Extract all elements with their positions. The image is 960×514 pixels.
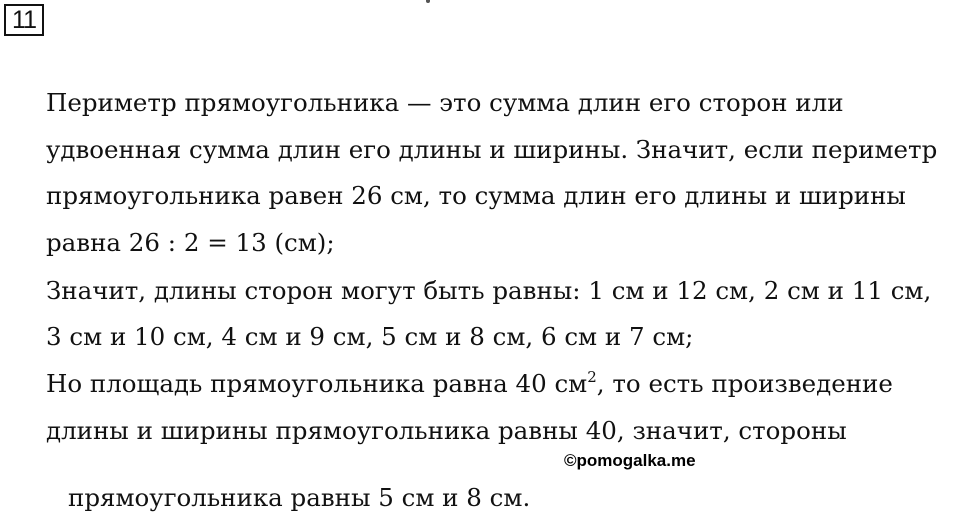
solution-line-6: 3 см и 10 см, 4 см и 9 см, 5 см и 8 см, 6 см и 7 см; (46, 322, 694, 351)
solution-line-5: Значит, длины сторон могут быть равны: 1 см и 12 см, 2 см и 11 см, (46, 276, 932, 305)
problem-number-box (4, 4, 44, 36)
line-7-text-start: Но площадь прямоугольника равна 40 см (46, 369, 588, 398)
solution-line-4: равна 26 : 2 = 13 (см); (46, 228, 335, 257)
solution-line-8: длины и ширины прямоугольника равны 40, значит, стороны (46, 416, 847, 445)
solution-line-2: удвоенная сумма длин его длины и ширины. Значит, если периметр (46, 135, 938, 164)
square-superscript: 2 (587, 368, 597, 386)
top-edge-mark (426, 0, 430, 3)
solution-line-7 (46, 369, 893, 402)
solution-line-1: Периметр прямоугольника — это сумма длин его сторон или (46, 88, 844, 117)
line-7-text-end: , то есть произведение (596, 369, 893, 398)
solution-line-9: прямоугольника равны 5 см и 8 см. (68, 483, 531, 512)
solution-line-3: прямоугольника равен 26 см, то сумма длин его длины и ширины (46, 181, 906, 210)
problem-number: 11 (12, 6, 36, 34)
watermark: ©pomogalka.me (564, 451, 696, 470)
